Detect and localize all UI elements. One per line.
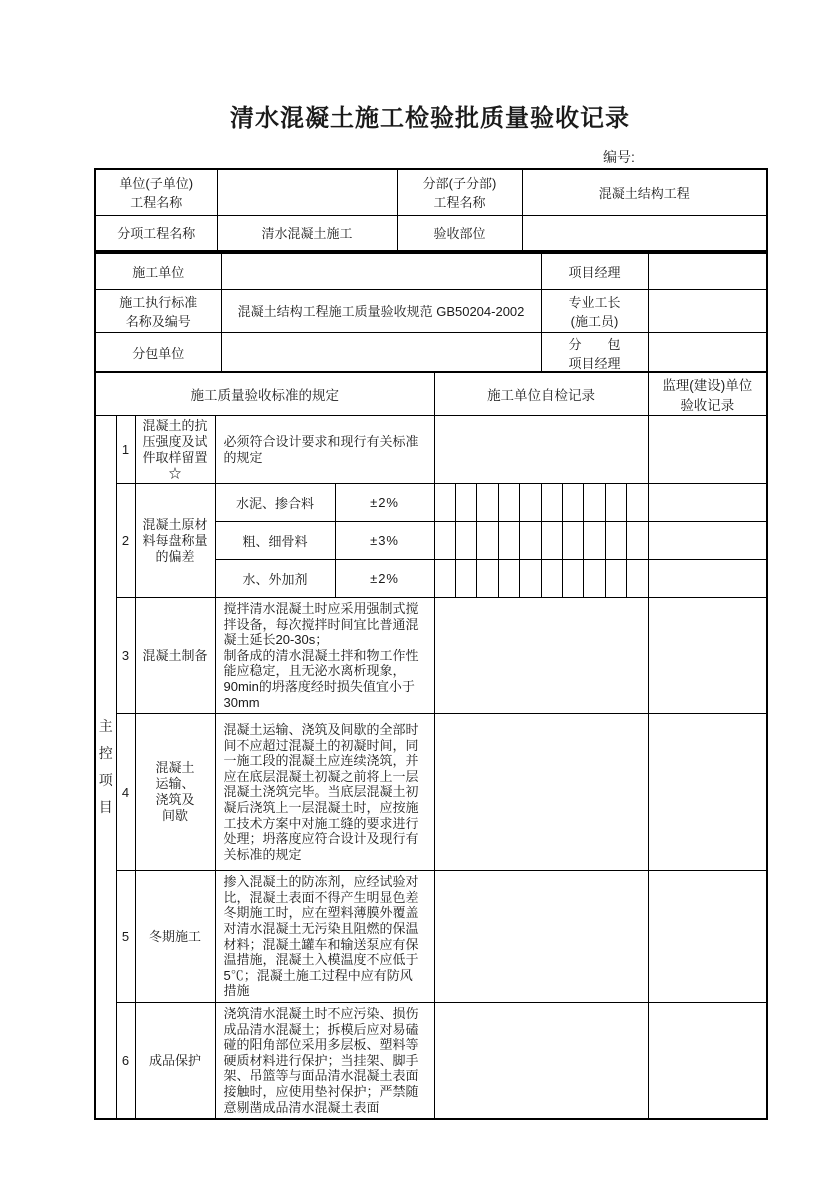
measurement-cell bbox=[584, 560, 605, 597]
material-label: 粗、细骨料 bbox=[215, 522, 335, 560]
item-name: 混凝土原材料每盘称量的偏差 bbox=[135, 484, 215, 598]
measurement-cell bbox=[456, 560, 477, 597]
table-row bbox=[95, 871, 767, 1003]
measurement-cell bbox=[499, 484, 520, 521]
section-label-main-control: 主 控 项 目 bbox=[95, 416, 116, 1120]
header-supervisor: 监理(建设)单位 验收记录 bbox=[648, 372, 767, 416]
execution-standard-label: 施工执行标准 名称及编号 bbox=[95, 289, 221, 332]
item-name: 冬期施工 bbox=[135, 871, 215, 1003]
self-check-record bbox=[434, 560, 648, 598]
measurement-cell bbox=[456, 484, 477, 521]
measurement-cell bbox=[627, 560, 647, 597]
item-number: 6 bbox=[116, 1002, 135, 1119]
division-project-name-label: 分部(子分部) 工程名称 bbox=[397, 169, 522, 215]
acceptance-part-label: 验收部位 bbox=[397, 215, 522, 251]
measurement-cell bbox=[606, 522, 627, 559]
measurement-cell bbox=[499, 522, 520, 559]
foreman-label: 专业工长 (施工员) bbox=[541, 289, 648, 332]
code-row bbox=[94, 147, 766, 167]
sub-project-manager-value bbox=[648, 332, 767, 374]
supervisor-record bbox=[648, 522, 767, 560]
item-number: 1 bbox=[116, 416, 135, 484]
measurement-cell bbox=[435, 522, 456, 559]
construction-unit-label: 施工单位 bbox=[95, 253, 221, 289]
supervisor-record bbox=[648, 416, 767, 484]
measurement-cell bbox=[477, 484, 498, 521]
unit-project-name-value bbox=[217, 169, 397, 215]
table-row bbox=[95, 332, 767, 374]
foreman-value bbox=[648, 289, 767, 332]
measurement-cell bbox=[456, 522, 477, 559]
sub-project-manager-label: 分 包 项目经理 bbox=[541, 332, 648, 374]
material-label: 水泥、掺合料 bbox=[215, 484, 335, 522]
self-check-record bbox=[434, 522, 648, 560]
tolerance-value: ±2% bbox=[335, 484, 434, 522]
subcontractor-value bbox=[221, 332, 541, 374]
project-manager-label: 项目经理 bbox=[541, 253, 648, 289]
measurement-cell bbox=[435, 560, 456, 597]
supervisor-record bbox=[648, 484, 767, 522]
measurement-cell bbox=[606, 484, 627, 521]
item-name: 成品保护 bbox=[135, 1002, 215, 1119]
item-name: 混凝土的抗压强度及试件取样留置☆ bbox=[135, 416, 215, 484]
supervisor-record bbox=[648, 560, 767, 598]
measurement-cell bbox=[563, 522, 584, 559]
measurement-cell bbox=[563, 484, 584, 521]
project-manager-value bbox=[648, 253, 767, 289]
header-spec: 施工质量验收标准的规定 bbox=[95, 372, 434, 416]
supervisor-record bbox=[648, 1002, 767, 1119]
measurement-cell bbox=[542, 560, 563, 597]
table-row bbox=[95, 1002, 767, 1119]
measurement-cell bbox=[435, 484, 456, 521]
self-check-record bbox=[434, 598, 648, 714]
division-project-name-value: 混凝土结构工程 bbox=[522, 169, 767, 215]
item-requirement: 浇筑清水混凝土时不应污染、损伤成品清水混凝土；拆模后应对易磕碰的阳角部位采用多层板、塑料等硬质材料进行保护；当挂架、脚手架、吊篮等与面品清水混凝土表面接触时，应使用垫衬保护；严禁随意剔凿成品清水混凝土表面 bbox=[215, 1002, 434, 1119]
self-check-record bbox=[434, 714, 648, 871]
project-info-table bbox=[94, 168, 768, 252]
self-check-record bbox=[434, 484, 648, 522]
sub-project-name-label: 分项工程名称 bbox=[95, 215, 217, 251]
measurement-cell bbox=[584, 484, 605, 521]
measurement-grid bbox=[435, 522, 648, 559]
acceptance-part-value bbox=[522, 215, 767, 251]
measurement-cell bbox=[477, 560, 498, 597]
execution-standard-value: 混凝土结构工程施工质量验收规范 GB50204-2002 bbox=[221, 289, 541, 332]
measurement-grid bbox=[435, 560, 648, 597]
supervisor-record bbox=[648, 871, 767, 1003]
measurement-cell bbox=[606, 560, 627, 597]
table-row bbox=[95, 253, 767, 289]
measurement-cell bbox=[520, 484, 541, 521]
measurement-cell bbox=[627, 484, 647, 521]
item-number: 3 bbox=[116, 598, 135, 714]
measurement-cell bbox=[542, 522, 563, 559]
measurement-cell bbox=[520, 560, 541, 597]
table-row bbox=[95, 416, 767, 484]
item-name: 混凝土 运输、 浇筑及 间歇 bbox=[135, 714, 215, 871]
table-row bbox=[95, 169, 767, 215]
measurement-cell bbox=[520, 522, 541, 559]
sub-project-name-value: 清水混凝土施工 bbox=[217, 215, 397, 251]
table-row bbox=[95, 215, 767, 251]
supervisor-record bbox=[648, 598, 767, 714]
item-number: 4 bbox=[116, 714, 135, 871]
header-self-check: 施工单位自检记录 bbox=[434, 372, 648, 416]
acceptance-table bbox=[94, 371, 768, 1120]
material-label: 水、外加剂 bbox=[215, 560, 335, 598]
item-requirement: 掺入混凝土的防冻剂，应经试验对比，混凝土表面不得产生明显色差 冬期施工时，应在塑料薄膜外覆盖对清水混凝土无污染且阻燃的保温材料；混凝土罐车和输送泵应有保温措施，混凝土入模温度不应低于5℃；混凝土施工过程中应有防风措施 bbox=[215, 871, 434, 1003]
tolerance-value: ±2% bbox=[335, 560, 434, 598]
measurement-cell bbox=[477, 522, 498, 559]
table-row bbox=[95, 484, 767, 522]
table-row bbox=[95, 289, 767, 332]
code-label: 编号: bbox=[603, 149, 635, 165]
self-check-record bbox=[434, 416, 648, 484]
unit-project-name-label: 单位(子单位) 工程名称 bbox=[95, 169, 217, 215]
tolerance-value: ±3% bbox=[335, 522, 434, 560]
subcontractor-label: 分包单位 bbox=[95, 332, 221, 374]
measurement-cell bbox=[584, 522, 605, 559]
measurement-cell bbox=[542, 484, 563, 521]
measurement-grid bbox=[435, 484, 648, 521]
construction-unit-value bbox=[221, 253, 541, 289]
self-check-record bbox=[434, 871, 648, 1003]
item-name: 混凝土制备 bbox=[135, 598, 215, 714]
item-requirement: 搅拌清水混凝土时应采用强制式搅拌设备，每次搅拌时间宜比普通混凝土延长20-30s； 制备成的清水混凝土拌和物工作性能应稳定，且无泌水离析现象，90min的坍落度经时损失值宜小于30mm bbox=[215, 598, 434, 714]
self-check-record bbox=[434, 1002, 648, 1119]
item-requirement: 必须符合设计要求和现行有关标准的规定 bbox=[215, 416, 434, 484]
measurement-cell bbox=[499, 560, 520, 597]
table-header-row bbox=[95, 372, 767, 416]
measurement-cell bbox=[627, 522, 647, 559]
measurement-cell bbox=[563, 560, 584, 597]
table-row bbox=[95, 598, 767, 714]
table-row bbox=[95, 714, 767, 871]
form-title: 清水混凝土施工检验批质量验收记录 bbox=[230, 105, 630, 132]
unit-info-table bbox=[94, 252, 768, 375]
supervisor-record bbox=[648, 714, 767, 871]
item-requirement: 混凝土运输、浇筑及间歇的全部时间不应超过混凝土的初凝时间，同一施工段的混凝土应连续浇筑，并应在底层混凝土初凝之前将上一层混凝土浇筑完毕。当底层混凝土初凝后浇筑上一层混凝土时，应按施工技术方案中对施工缝的要求进行处理；坍落度应符合设计及现行有关标准的规定 bbox=[215, 714, 434, 871]
item-number: 2 bbox=[116, 484, 135, 598]
item-number: 5 bbox=[116, 871, 135, 1003]
